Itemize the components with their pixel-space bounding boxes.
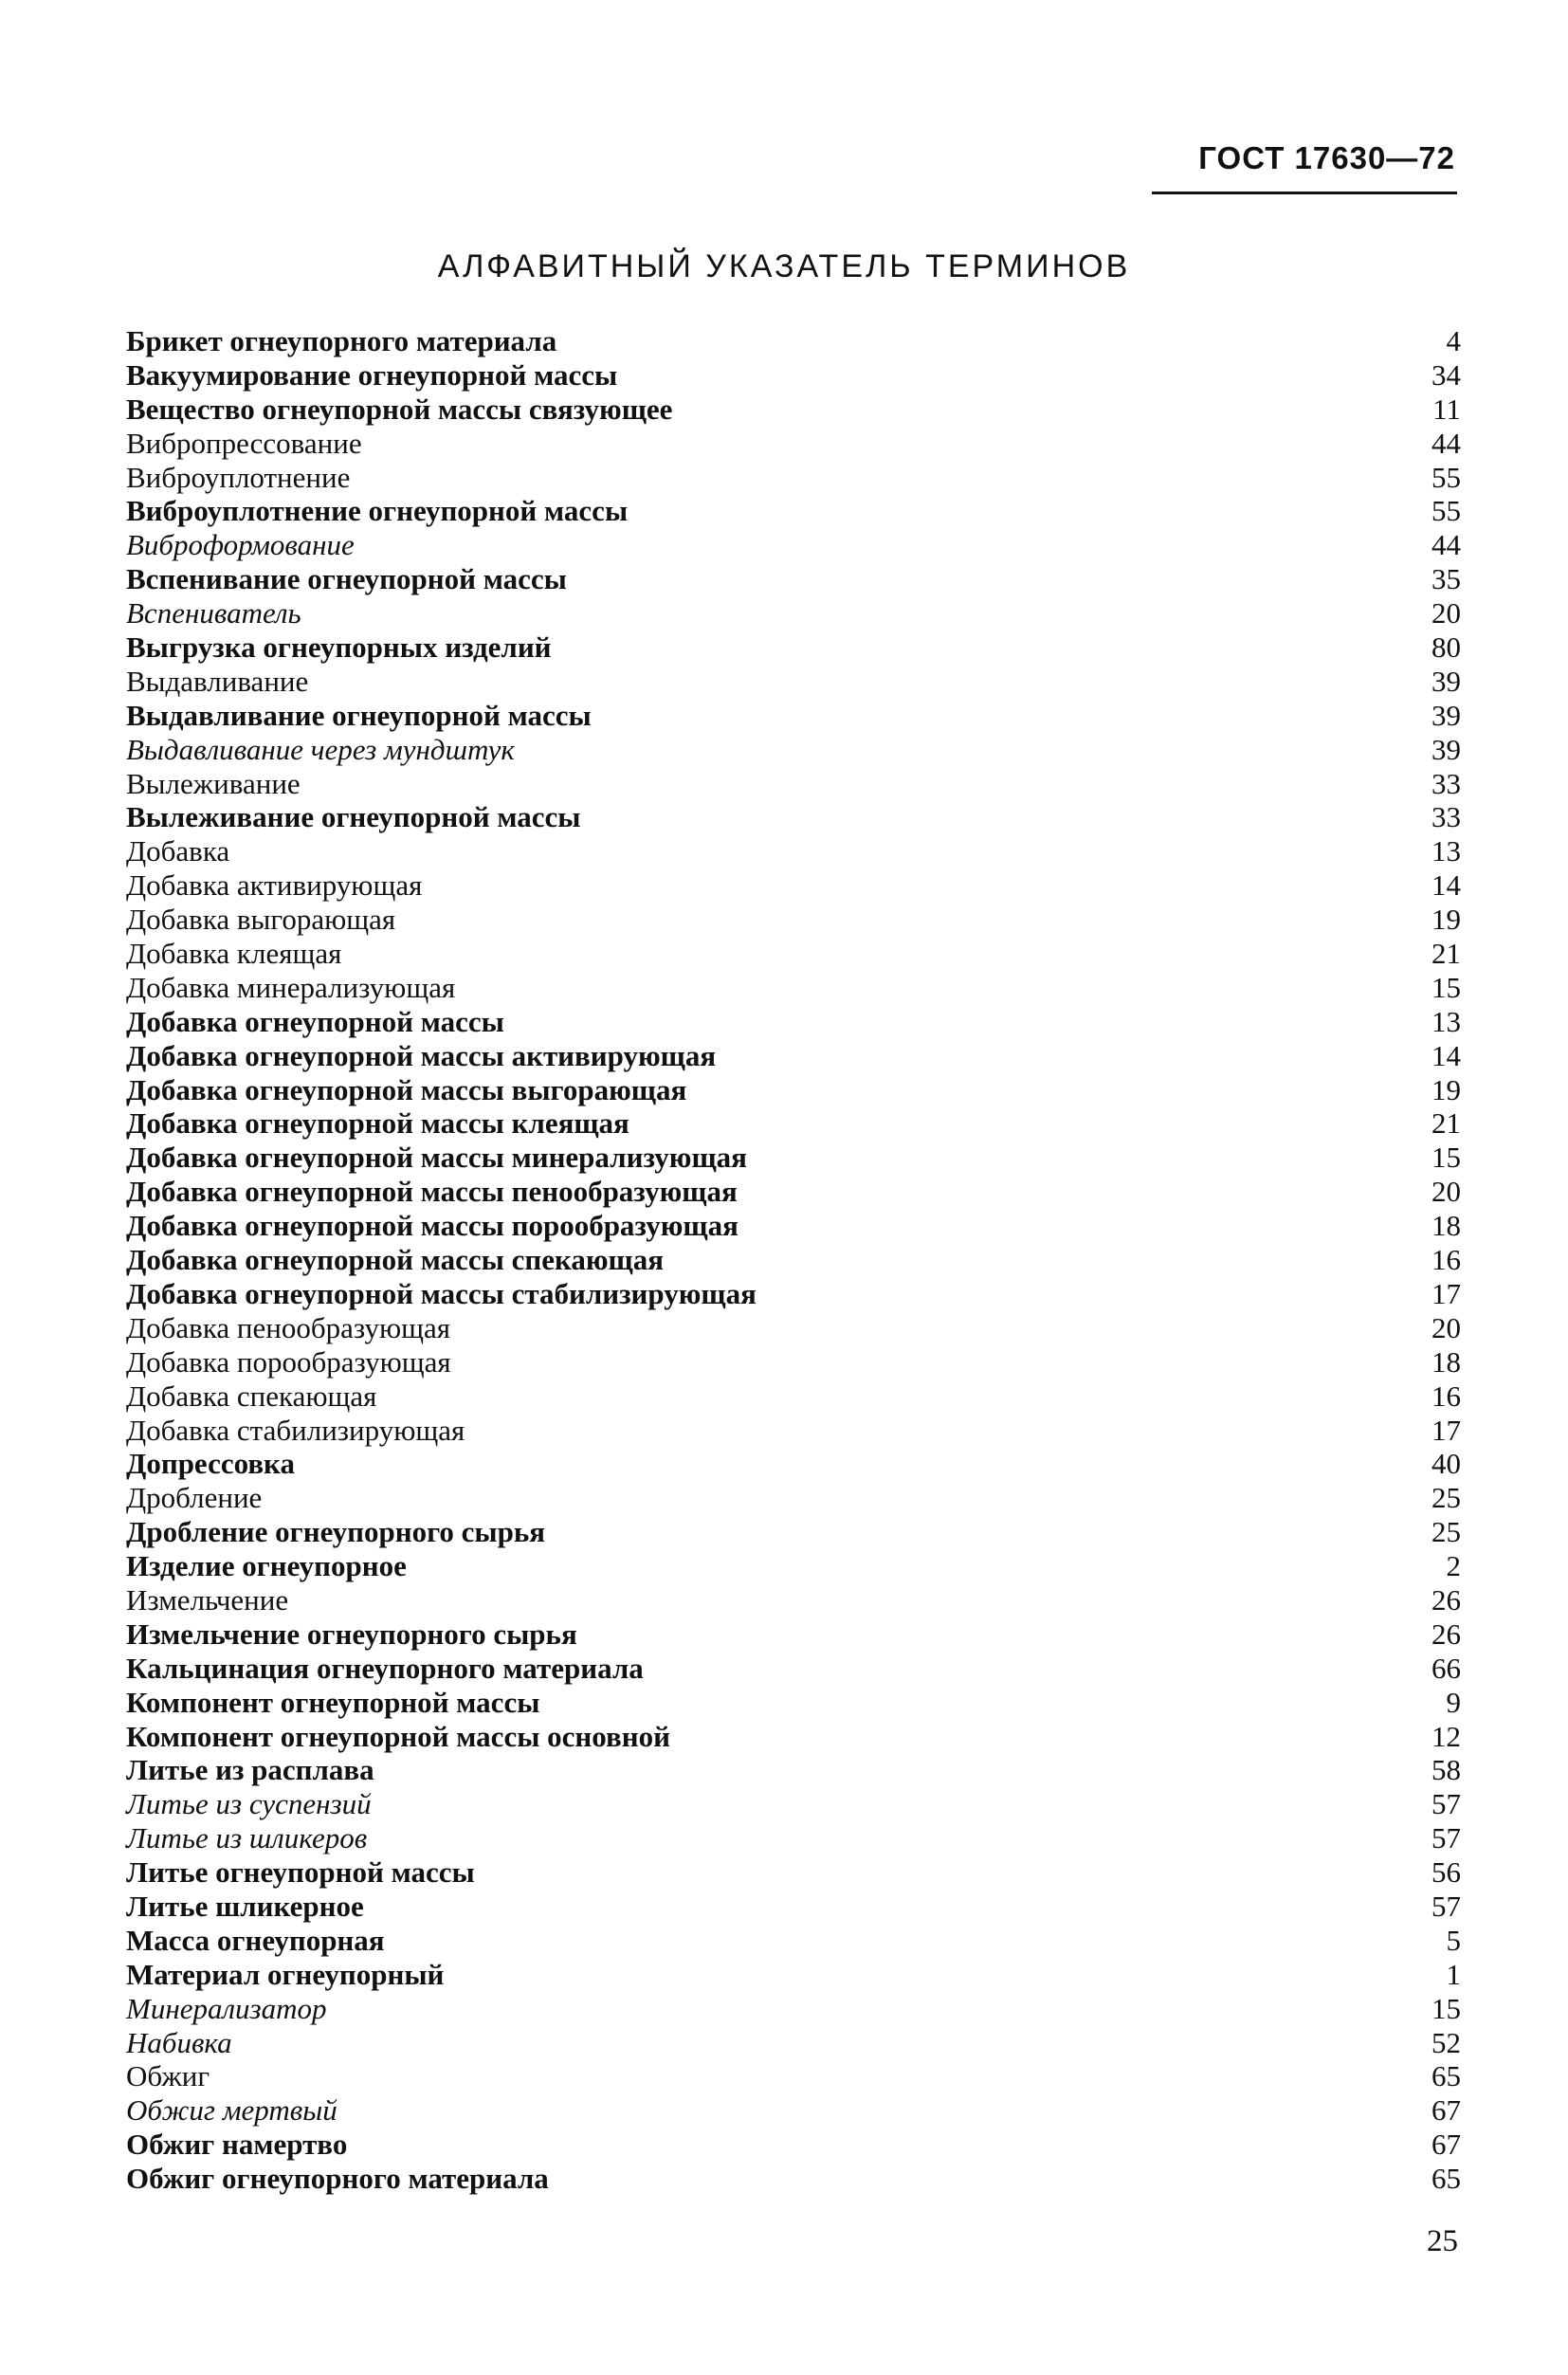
term-number: 58 (1431, 1753, 1461, 1787)
document-header: ГОСТ 17630—72 (1198, 140, 1455, 175)
term-row (126, 1141, 1461, 1175)
term-name: Литье из расплава (126, 1753, 374, 1787)
term-name: Вспенивание огнеупорной массы (126, 562, 567, 596)
term-number: 57 (1431, 1787, 1461, 1821)
term-row (126, 868, 1461, 903)
term-row (126, 1652, 1461, 1686)
term-number: 66 (1431, 1651, 1461, 1685)
term-row (126, 1720, 1461, 1754)
term-name: Выгрузка огнеупорных изделий (126, 630, 552, 665)
term-row (126, 834, 1461, 868)
term-row (126, 937, 1461, 971)
term-name: Литье огнеупорной массы (126, 1855, 475, 1890)
term-row (126, 528, 1461, 562)
term-name: Обжиг намертво (126, 2128, 348, 2162)
term-row (126, 1583, 1461, 1617)
term-number: 33 (1431, 800, 1461, 834)
term-name: Добавка огнеупорной массы стабилизирующая (126, 1276, 757, 1310)
term-number: 52 (1431, 2025, 1461, 2059)
term-number: 65 (1431, 2059, 1461, 2093)
term-name: Дробление огнеупорного сырья (126, 1515, 545, 1549)
term-name: Измельчение огнеупорного сырья (126, 1617, 577, 1651)
term-row (126, 800, 1461, 834)
term-name: Изделие огнеупорное (126, 1549, 407, 1583)
term-number: 55 (1431, 460, 1461, 494)
term-number: 18 (1431, 1344, 1461, 1379)
term-row (126, 1821, 1461, 1855)
term-row (126, 733, 1461, 767)
term-number: 19 (1431, 1072, 1461, 1106)
page-title: АЛФАВИТНЫЙ УКАЗАТЕЛЬ ТЕРМИНОВ (437, 248, 1131, 284)
term-number: 40 (1431, 1447, 1461, 1481)
term-number: 25 (1431, 1481, 1461, 1515)
term-number: 21 (1431, 937, 1461, 971)
term-name: Добавка огнеупорной массы порообразующая (126, 1209, 738, 1243)
term-name: Вибропрессование (126, 426, 362, 460)
term-row (126, 1549, 1461, 1583)
term-name: Выдавливание через мундштук (126, 732, 515, 766)
term-name: Измельчение (126, 1582, 289, 1617)
term-row (126, 1855, 1461, 1890)
term-row (126, 630, 1461, 665)
term-number: 1 (1446, 1957, 1461, 1991)
term-row (126, 2026, 1461, 2060)
term-number: 57 (1431, 1889, 1461, 1923)
term-row (126, 393, 1461, 427)
term-name: Виброуплотнение (126, 460, 351, 494)
term-name: Добавка огнеупорной массы минерализующая (126, 1141, 747, 1175)
term-number: 25 (1431, 1515, 1461, 1549)
term-number: 67 (1431, 2093, 1461, 2128)
term-name: Компонент огнеупорной массы (126, 1685, 540, 1719)
term-number: 26 (1431, 1582, 1461, 1617)
term-name: Минерализатор (126, 1991, 327, 2025)
term-number: 39 (1431, 732, 1461, 766)
term-name: Добавка клеящая (126, 937, 342, 971)
term-row (126, 2128, 1461, 2162)
term-row (126, 358, 1461, 393)
term-name: Добавка огнеупорной массы спекающая (126, 1243, 664, 1277)
term-row (126, 1243, 1461, 1277)
term-row (126, 2093, 1461, 2128)
term-number: 14 (1431, 868, 1461, 903)
term-row (126, 324, 1461, 358)
term-row (126, 903, 1461, 937)
term-name: Допрессовка (126, 1447, 295, 1481)
term-number: 55 (1431, 494, 1461, 528)
term-name: Добавка огнеупорной массы активирующая (126, 1038, 717, 1072)
term-number: 65 (1431, 2162, 1461, 2196)
term-name: Брикет огнеупорного материала (126, 324, 557, 357)
term-name: Добавка минерализующая (126, 970, 456, 1004)
term-row (126, 1924, 1461, 1958)
term-number: 39 (1431, 664, 1461, 698)
term-name: Кальцинация огнеупорного материала (126, 1651, 644, 1685)
term-name: Виброформование (126, 528, 355, 562)
term-name: Добавка порообразующая (126, 1344, 451, 1379)
term-name: Добавка огнеупорной массы клеящая (126, 1106, 629, 1141)
term-number: 15 (1431, 970, 1461, 1004)
term-row (126, 1277, 1461, 1311)
term-name: Добавка огнеупорной массы выгорающая (126, 1072, 687, 1106)
term-number: 44 (1431, 528, 1461, 562)
term-name: Добавка огнеупорной массы пенообразующая (126, 1175, 738, 1209)
term-name: Вылеживание огнеупорной массы (126, 800, 581, 834)
term-number: 80 (1431, 630, 1461, 665)
term-name: Добавка активирующая (126, 868, 423, 903)
term-row (126, 494, 1461, 528)
term-name: Материал огнеупорный (126, 1957, 445, 1991)
term-name: Добавка пенообразующая (126, 1310, 451, 1344)
term-number: 34 (1431, 357, 1461, 392)
term-name: Вылеживание (126, 766, 301, 800)
term-row (126, 1073, 1461, 1107)
term-number: 16 (1431, 1243, 1461, 1277)
term-row (126, 1447, 1461, 1481)
term-row (126, 1890, 1461, 1924)
term-name: Добавка выгорающая (126, 903, 396, 937)
term-number: 20 (1431, 596, 1461, 630)
term-row (126, 1311, 1461, 1345)
term-row (126, 1039, 1461, 1073)
term-row (126, 2162, 1461, 2196)
term-name: Добавка огнеупорной массы (126, 1004, 504, 1038)
term-name: Выдавливание (126, 664, 309, 698)
term-number: 20 (1431, 1175, 1461, 1209)
term-row (126, 1345, 1461, 1379)
term-number: 21 (1431, 1106, 1461, 1141)
term-number: 67 (1431, 2128, 1461, 2162)
term-name: Добавка спекающая (126, 1379, 377, 1413)
term-name: Обжиг (126, 2059, 210, 2093)
page-number: 25 (1427, 2224, 1458, 2258)
term-row (126, 767, 1461, 801)
term-row (126, 1379, 1461, 1414)
term-number: 2 (1446, 1549, 1461, 1583)
term-number: 9 (1446, 1685, 1461, 1719)
term-row (126, 427, 1461, 461)
term-number: 15 (1431, 1991, 1461, 2025)
term-row (126, 1787, 1461, 1821)
term-row (126, 1515, 1461, 1549)
term-row (126, 1686, 1461, 1720)
term-number: 11 (1432, 392, 1461, 426)
term-name: Вещество огнеупорной массы связующее (126, 392, 673, 426)
term-name: Литье шликерное (126, 1889, 364, 1923)
term-row (126, 1753, 1461, 1787)
term-name: Набивка (126, 2025, 232, 2059)
term-name: Масса огнеупорная (126, 1923, 385, 1957)
term-number: 20 (1431, 1310, 1461, 1344)
term-row (126, 1175, 1461, 1209)
term-number: 12 (1431, 1719, 1461, 1753)
term-name: Виброуплотнение огнеупорной массы (126, 494, 629, 528)
term-row (126, 1209, 1461, 1243)
term-number: 13 (1431, 834, 1461, 868)
term-row (126, 1992, 1461, 2026)
term-name: Вакуумирование огнеупорной массы (126, 357, 618, 392)
term-number: 39 (1431, 698, 1461, 732)
term-name: Вспениватель (126, 596, 301, 630)
term-number: 5 (1446, 1923, 1461, 1957)
term-name: Дробление (126, 1481, 263, 1515)
term-name: Литье из шликеров (126, 1821, 368, 1855)
term-row (126, 1617, 1461, 1652)
term-name: Обжиг огнеупорного материала (126, 2162, 549, 2196)
term-number: 19 (1431, 903, 1461, 937)
term-name: Литье из суспензий (126, 1787, 372, 1821)
term-number: 4 (1446, 324, 1461, 357)
term-name: Компонент огнеупорной массы основной (126, 1719, 670, 1753)
term-number: 13 (1431, 1004, 1461, 1038)
term-row (126, 1414, 1461, 1448)
term-number: 17 (1431, 1276, 1461, 1310)
term-row (126, 562, 1461, 596)
term-number: 35 (1431, 562, 1461, 596)
term-row (126, 1106, 1461, 1141)
term-number: 18 (1431, 1209, 1461, 1243)
term-name: Добавка (126, 834, 230, 868)
term-number: 56 (1431, 1855, 1461, 1890)
term-row (126, 665, 1461, 699)
term-row (126, 1005, 1461, 1039)
term-number: 17 (1431, 1413, 1461, 1447)
term-name: Выдавливание огнеупорной массы (126, 698, 592, 732)
term-number: 14 (1431, 1038, 1461, 1072)
term-number: 16 (1431, 1379, 1461, 1413)
term-name: Обжиг мертвый (126, 2093, 337, 2128)
term-row (126, 2059, 1461, 2093)
term-number: 15 (1431, 1141, 1461, 1175)
term-row (126, 1481, 1461, 1515)
term-row (126, 596, 1461, 630)
term-row (126, 461, 1461, 495)
term-row (126, 699, 1461, 733)
term-number: 57 (1431, 1821, 1461, 1855)
term-index-list (126, 324, 1461, 2196)
term-row (126, 1958, 1461, 1992)
term-row (126, 971, 1461, 1005)
header-underline (1152, 192, 1457, 194)
term-name: Добавка стабилизирующая (126, 1413, 465, 1447)
term-number: 26 (1431, 1617, 1461, 1651)
term-number: 33 (1431, 766, 1461, 800)
term-number: 44 (1431, 426, 1461, 460)
